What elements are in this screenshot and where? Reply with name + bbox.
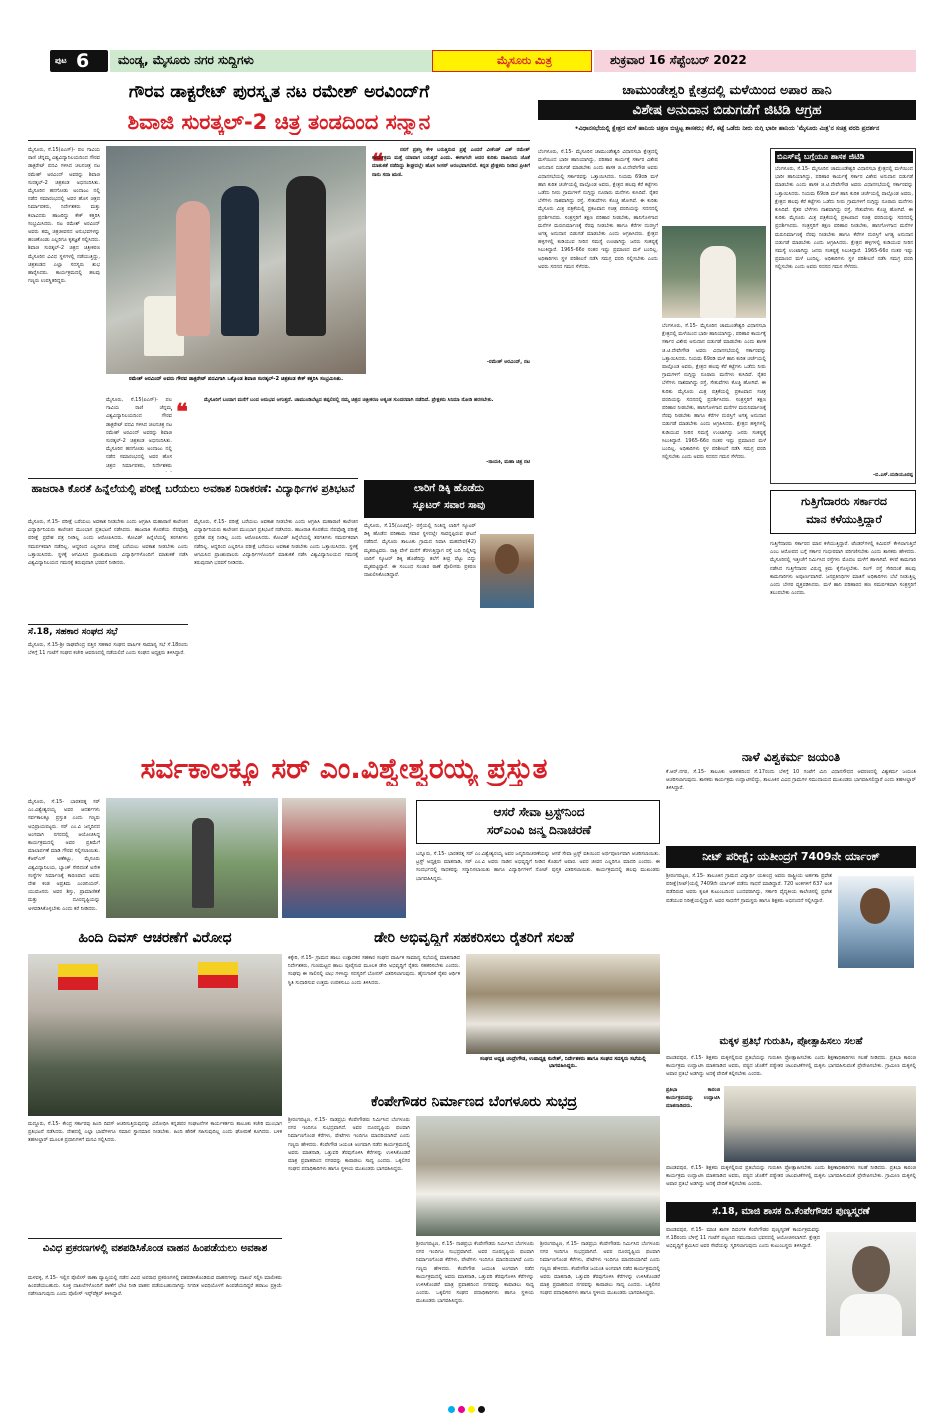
deck: •ವಿಧಾನಸಭೆಯಲ್ಲಿ ಕ್ಷೇತ್ರದ ಮಳೆ ಹಾನಿಯ ಚಿತ್ರಣ ಬಿಚ್ಚಿಟ್ಟ ಶಾಸಕರು; ಕೆರೆ, ಕಟ್ಟೆ ಒಡೆದು ನೀರು ನುಗ್ಗಿ ಭಾರೀ ಹಾನಿಯ 'ಮೈಸೂರು ಮಿತ್ರ'ನ ಸಚಿತ್ರ ವರದಿ ಪ್ರದರ್ಶನ: [574, 125, 880, 132]
black-dot: [478, 1406, 485, 1413]
headline: ಡೇರಿ ಅಭಿವೃದ್ಧಿಗೆ ಸಹಕರಿಸಲು ರೈತರಿಗೆ ಸಲಹೆ: [374, 930, 574, 946]
article-vishwakarma: [666, 748, 916, 844]
quote-author: -ರಮೇಶ್ ಅರವಿಂದ್, ನಟ: [486, 359, 530, 365]
student-photo: [838, 876, 914, 968]
side-box-author: -ಬಿ.ಎಸ್.ಯಡಿಯೂರಪ್ಪ: [872, 472, 913, 478]
dairy-photo: [466, 954, 660, 1054]
article-hindi-divas: [28, 928, 282, 1236]
article-body: ಮಳವಳ್ಳಿ, ಸೆ.15- ಇಲ್ಲಿನ ಪೊಲೀಸ್ ಠಾಣಾ ವ್ಯಾಪ್ತಿಯಲ್ಲಿ ನಡೆದ ವಿವಿಧ ಅಪರಾಧ ಪ್ರಕರಣಗಳಲ್ಲಿ ವಶಪಡಿಸಿಕೊಂಡಿರುವ ವಾಹನಗಳನ್ನು ದಾಖಲೆ ಸಲ್ಲಿಸಿ ಮಾಲೀಕರು ಹಿಂಪಡೆಯಬಹುದು. ಸೂಕ್ತ ದಾಖಲೆಗಳೊಂದಿಗೆ ಠಾಣೆಗೆ ಭೇಟಿ ನೀಡಿ ವಾಹನ ಪಡೆಯಬಹುದಾಗಿದ್ದು ನಿಗದಿತ ಅವಧಿಯೊಳಗೆ ಹಿಂಪಡೆಯದಿದ್ದರೆ ಹರಾಜು ಪ್ರಕ್ರಿಯೆ ನಡೆಸಲಾಗುವುದು ಎಂದು ಪೊಲೀಸ್ ಇನ್ಸ್‌ಪೆಕ್ಟರ್ ತಿಳಿಸಿದ್ದಾರೆ.: [28, 1275, 282, 1298]
person: [700, 246, 736, 318]
photo-caption: ಸಂಘದ ಅಧ್ಯಕ್ಷ ಚಂದ್ರೇಗೌಡ, ಉಪಾಧ್ಯಕ್ಷ ಸುರೇಶ್, ನಿರ್ದೇಶಕರು ಹಾಗೂ ಸಂಘದ ಸದಸ್ಯರು ಸಭೆಯಲ್ಲಿ ಭಾಗವಹಿಸಿದ್ದರು.: [480, 1056, 646, 1069]
article-body: ಮೈಸೂರು, ಸೆ.15(ಪಿಎಸ್)- ಪಲ ಗಾವಿಯ ರಾಣಿ ಚೆನ್ನಮ್ಮ ವಿಶ್ವವಿದ್ಯಾನಿಲಯದಿಂದ ಗೌರವ ಡಾಕ್ಟರೇಟ್ ಪದವಿ ಗಳಿಸಿದ ಚಲನಚಿತ್ರ ನಟ ರಮೇಶ್ ಅರವಿಂದ್ ಅವರನ್ನು ಶಿವಾಜಿ ಸುರತ್ಕಲ್-2 ಚಿತ್ರತಂಡ ಅಭಿನಂದಿಸಿತು. ಮೈಸೂರಿನ ಹನಗೋಡು ಅಂದಾಜು ನಲ್ಲಿ ನಡೆದ ಸಮಾರಂಭದಲ್ಲಿ ಅವರ ಹೊಸ ಚಿತ್ರದ ನಿರ್ಮಾಪಕರು, ನಿರ್ದೇಶಕರು ಮತ್ತು ಕಲಾವಿದರು ಹಾಜರಿದ್ದು ಕೇಕ್ ಕತ್ತರಿಸಿ ಸಂಭ್ರಮಿಸಿದರು. ನಟ ರಮೇಶ್ ಅರವಿಂದ್ ಅವರು ತಮ್ಮ ಚಿತ್ರಜೀವನದ ಅನುಭವಗಳನ್ನು ಹಂಚಿಕೊಂಡು ಎಲ್ಲರಿಗೂ ಕೃತಜ್ಞತೆ ಸಲ್ಲಿಸಿದರು. ಶಿವಾಜಿ ಸುರತ್ಕಲ್-2 ಚಿತ್ರದ ಚಿತ್ರೀಕರಣ ಮೈಸೂರಿನ ವಿವಿಧ ಸ್ಥಳಗಳಲ್ಲಿ ನಡೆಯುತ್ತಿದ್ದು, ಚಿತ್ರತಂಡದ ಎಲ್ಲಾ ಸದಸ್ಯರು ಶುಭ ಹಾರೈಸಿದರು. ಕಾರ್ಯಕ್ರಮದಲ್ಲಿ ಹಲವು ಗಣ್ಯರು ಉಪಸ್ಥಿತರಿದ್ದರು.: [28, 147, 100, 285]
article-aasare: [416, 800, 660, 940]
date-band: [594, 50, 916, 72]
date-line: ಶುಕ್ರವಾರ 16 ಸೆಪ್ಟೆಂಬರ್ 2022: [610, 53, 747, 67]
headline-line2: ಸ್ಕೂಟರ್ ಸವಾರ ಸಾವು: [412, 500, 486, 511]
yellow-dot: [468, 1406, 475, 1413]
headline-band: [666, 1202, 916, 1222]
shirt: [840, 1294, 902, 1336]
article-body: ಪಾಂಡವಪುರ, ಸೆ.15- ಮಾಜಿ ಶಾಸಕ ದಿವಂಗತ ಕೆಂಪೇಗೌಡರ ಪುಣ್ಯಸ್ಮರಣೆ ಕಾರ್ಯಕ್ರಮವನ್ನು ಸೆ.18ರಂದು ಬೆಳಿಗ್ಗೆ 11 ಗಂಟೆಗೆ ಪಟ್ಟಣದ ಸಮುದಾಯ ಭವನದಲ್ಲಿ ಆಯೋಜಿಸಲಾಗಿದೆ. ಕ್ಷೇತ್ರದ ಅಭಿವೃದ್ಧಿಗೆ ಶ್ರಮಿಸಿದ ಅವರ ಸೇವೆಯನ್ನು ಸ್ಮರಿಸಲಾಗುವುದು ಎಂದು ಕುಟುಂಬಸ್ಥರು ತಿಳಿಸಿದ್ದಾರೆ.: [666, 1227, 820, 1250]
paper-band: [432, 50, 592, 72]
group-photo: [282, 798, 406, 918]
article-body: ಬೆಂಗಳೂರು, ಸೆ.15- ಮೈಸೂರಿನ ಚಾಮುಂಡೇಶ್ವರಿ ವಿಧಾನಸಭಾ ಕ್ಷೇತ್ರದಲ್ಲಿ ಮಳೆಯಿಂದ ಭಾರೀ ಹಾನಿಯಾಗಿದ್ದು, ಪರಿಹಾರ ಕಾರ್ಯಕ್ಕೆ ಸರ್ಕಾರ ವಿಶೇಷ ಅನುದಾನ ಬಿಡುಗಡೆ ಮಾಡಬೇಕು ಎಂದು ಶಾಸಕ ಜಿ.ಟಿ.ದೇವೇಗೌಡ ಅವರು ವಿಧಾನಸಭೆಯಲ್ಲಿ ಸರ್ಕಾರವನ್ನು ಒತ್ತಾಯಿಸಿದರು. ನಿಯಮ 69ರಡಿ ಮಳೆ ಹಾನಿ ಕುರಿತ ಚರ್ಚೆಯಲ್ಲಿ ಪಾಲ್ಗೊಂಡ ಅವರು, ಕ್ಷೇತ್ರದ ಹಲವು ಕೆರೆ ಕಟ್ಟೆಗಳು ಒಡೆದು ನೀರು ಗ್ರಾಮಗಳಿಗೆ ನುಗ್ಗಿದ್ದು ನೂರಾರು ಮನೆಗಳು ಕುಸಿದಿವೆ. ರೈತರ ಬೆಳೆಗಳು ನಾಶವಾಗಿದ್ದು ರಸ್ತೆ, ಸೇತುವೆಗಳು ಕೊಚ್ಚಿ ಹೋಗಿವೆ. ಈ ಕುರಿತು ಮೈಸೂರು ಮಿತ್ರ ಪತ್ರಿಕೆಯಲ್ಲಿ ಪ್ರಕಟವಾದ ಸಚಿತ್ರ ವರದಿಯನ್ನು ಸದನದಲ್ಲಿ ಪ್ರದರ್ಶಿಸಿದರು. ಸಂತ್ರಸ್ತರಿಗೆ ತಕ್ಷಣ ಪರಿಹಾರ ನೀಡಬೇಕು, ಹಾನಿಗೊಳಗಾದ ಮನೆಗಳ ಮರುನಿರ್ಮಾಣಕ್ಕೆ ನೆರವು ನೀಡಬೇಕು ಹಾಗೂ ಕೆರೆಗಳ ದುರಸ್ತಿಗೆ ಅಗತ್ಯ ಅನುದಾನ ಬಿಡುಗಡೆ ಮಾಡಬೇಕು ಎಂದು ಆಗ್ರಹಿಸಿದರು. ಕ್ಷೇತ್ರದ ಹಳ್ಳಿಗಳಲ್ಲಿ ಕುಡಿಯುವ ನೀರಿನ ಸಮಸ್ಯೆ ಉಂಟಾಗಿದ್ದು ಜನರು ಸಂಕಷ್ಟಕ್ಕೆ ಸಿಲುಕಿದ್ದಾರೆ. 1965-66ರ ನಂತರ ಇಷ್ಟು ಪ್ರಮಾಣದ ಮಳೆ ಬಂದಿಲ್ಲ. ಅಧಿಕಾರಿಗಳು ಸ್ಥಳ ಪರಿಶೀಲನೆ ನಡೆಸಿ ಸಮಗ್ರ ವರದಿ ಸಲ್ಲಿಸಬೇಕು ಎಂದು ಅವರು ಸದನದ ಗಮನ ಸೆಳೆದರು.: [538, 149, 658, 270]
article-body-col3: ಶ್ರೀರಂಗಪಟ್ಟಣ, ಸೆ.15- ನಾಡಪ್ರಭು ಕೆಂಪೇಗೌಡರು ನಿರ್ಮಿಸಿದ ಬೆಂಗಳೂರು ನಗರ ಇಂದಿಗೂ ಸುಭದ್ರವಾಗಿದೆ. ಅವರ ದೂರದೃಷ್ಟಿಯ ಫಲವಾಗಿ ನಿರ್ಮಾಣಗೊಂಡ ಕೆರೆಗಳು, ಪೇಟೆಗಳು ಇಂದಿಗೂ ಮಾದರಿಯಾಗಿವೆ ಎಂದು ಗಣ್ಯರು ಹೇಳಿದರು. ಕೆಂಪೇಗೌಡ ಜಯಂತಿ ಅಂಗವಾಗಿ ನಡೆದ ಕಾರ್ಯಕ್ರಮದಲ್ಲಿ ಅವರು ಮಾತನಾಡಿ, ಒತ್ತುವರಿ ತೆರವುಗೊಳಿಸಿ ಕೆರೆಗಳನ್ನು ಉಳಿಸಿಕೊಂಡರೆ ಮಾತ್ರ ಪ್ರವಾಹದಿಂದ ನಗರವನ್ನು ಕಾಪಾಡಲು ಸಾಧ್ಯ ಎಂದರು. ಒಕ್ಕಲಿಗರ ಸಂಘದ ಪದಾಧಿಕಾರಿಗಳು ಹಾಗೂ ಸ್ಥಳೀಯ ಮುಖಂಡರು ಭಾಗವಹಿಸಿದ್ದರು.: [540, 1241, 660, 1297]
notice-body: ಮೈಸೂರು, ಸೆ.15-ಶ್ರೀ ರಾಘವೇಂದ್ರ ಪತ್ತಿನ ಸಹಕಾರ ಸಂಘದ ವಾರ್ಷಿಕ ಸಾಮಾನ್ಯ ಸಭೆ ಸೆ.18ರಂದು ಬೆಳಿಗ್ಗೆ 11 ಗಂಟೆಗೆ ಸಂಘದ ಕಚೇರಿ ಆವರಣದಲ್ಲಿ ನಡೆಯಲಿದೆ ಎಂದು ಸಂಘದ ಅಧ್ಯಕ್ಷರು ತಿಳಿಸಿದ್ದಾರೆ.: [28, 642, 188, 657]
article-body: ಶ್ರೀರಂಗಪಟ್ಟಣ, ಸೆ.15- ನಾಡಪ್ರಭು ಕೆಂಪೇಗೌಡರು ನಿರ್ಮಿಸಿದ ಬೆಂಗಳೂರು ನಗರ ಇಂದಿಗೂ ಸುಭದ್ರವಾಗಿದೆ. ಅವರ ದೂರದೃಷ್ಟಿಯ ಫಲವಾಗಿ ನಿರ್ಮಾಣಗೊಂಡ ಕೆರೆಗಳು, ಪೇಟೆಗಳು ಇಂದಿಗೂ ಮಾದರಿಯಾಗಿವೆ ಎಂದು ಗಣ್ಯರು ಹೇಳಿದರು. ಕೆಂಪೇಗೌಡ ಜಯಂತಿ ಅಂಗವಾಗಿ ನಡೆದ ಕಾರ್ಯಕ್ರಮದಲ್ಲಿ ಅವರು ಮಾತನಾಡಿ, ಒತ್ತುವರಿ ತೆರವುಗೊಳಿಸಿ ಕೆರೆಗಳನ್ನು ಉಳಿಸಿಕೊಂಡರೆ ಮಾತ್ರ ಪ್ರವಾಹದಿಂದ ನಗರವನ್ನು ಕಾಪಾಡಲು ಸಾಧ್ಯ ಎಂದರು. ಒಕ್ಕಲಿಗರ ಸಂಘದ ಪದಾಧಿಕಾರಿಗಳು ಹಾಗೂ ಸ್ಥಳೀಯ ಮುಖಂಡರು ಭಾಗವಹಿಸಿದ್ದರು.: [288, 1117, 410, 1173]
article-body: ಮೈಸೂರು, ಸೆ.15- ಭಾರತರತ್ನ ಸರ್ ಎಂ.ವಿಶ್ವೇಶ್ವರಯ್ಯ ಅವರ ಆದರ್ಶಗಳು ಸರ್ವಕಾಲಕ್ಕೂ ಪ್ರಸ್ತುತ ಎಂದು ಗಣ್ಯರು ಅಭಿಪ್ರಾಯಪಟ್ಟರು. ಸರ್ ಎಂ.ವಿ ಜನ್ಮದಿನದ ಅಂಗವಾಗಿ ನಗರದಲ್ಲಿ ಆಯೋಜಿಸಿದ್ದ ಕಾರ್ಯಕ್ರಮದಲ್ಲಿ ಅವರ ಪ್ರತಿಮೆಗೆ ಮಾಲಾರ್ಪಣೆ ಮಾಡಿ ಗೌರವ ಸಲ್ಲಿಸಲಾಯಿತು. ಕೆಆರ್‌ಎಸ್ ಅಣೆಕಟ್ಟು, ಮೈಸೂರು ವಿಶ್ವವಿದ್ಯಾನಿಲಯ, ಬ್ಯಾಂಕ್ ಸೇರಿದಂತೆ ಅನೇಕ ಸಂಸ್ಥೆಗಳ ನಿರ್ಮಾಣಕ್ಕೆ ಕಾರಣರಾದ ಅವರು ದೇಶ ಕಂಡ ಅಪ್ರತಿಮ ಎಂಜಿನಿಯರ್. ಯುವಜನರು ಅವರ ಶಿಸ್ತು, ಪ್ರಾಮಾಣಿಕತೆ ಮತ್ತು ದೂರದೃಷ್ಟಿಯನ್ನು ಅಳವಡಿಸಿಕೊಳ್ಳಬೇಕು ಎಂದು ಕರೆ ನೀಡಿದರು.: [28, 799, 100, 912]
article-ramesh: [28, 80, 530, 475]
masthead: [0, 46, 945, 74]
article-body-col2: ಮೈಸೂರು, ಸೆ.15- ಪರೀಕ್ಷೆ ಬರೆಯಲು ಅವಕಾಶ ನೀಡಬೇಕು ಎಂದು ಆಗ್ರಹಿಸಿ ಮಹಾರಾಣಿ ಕಾಲೇಜಿನ ವಿದ್ಯಾರ್ಥಿನಿಯರು ಕಾಲೇಜಿನ ಮುಂಭಾಗ ಪ್ರತಿಭಟನೆ ನಡೆಸಿದರು. ಹಾಜರಾತಿ ಕೊರತೆಯ ನೆಪವೊಡ್ಡಿ ಪರೀಕ್ಷೆ ಪ್ರವೇಶ ಪತ್ರ ನೀಡಿಲ್ಲ ಎಂದು ಆರೋಪಿಸಿದರು. ಕೋವಿಡ್ ಹಿನ್ನೆಲೆಯಲ್ಲಿ ತರಗತಿಗಳು ಸಮರ್ಪಕವಾಗಿ ನಡೆದಿಲ್ಲ. ಆದ್ದರಿಂದ ಎಲ್ಲರಿಗೂ ಪರೀಕ್ಷೆ ಬರೆಯಲು ಅವಕಾಶ ನೀಡಬೇಕು ಎಂದು ಒತ್ತಾಯಿಸಿದರು. ಸ್ಥಳಕ್ಕೆ ಆಗಮಿಸಿದ ಪ್ರಾಂಶುಪಾಲರು ವಿದ್ಯಾರ್ಥಿಗಳೊಂದಿಗೆ ಮಾತುಕತೆ ನಡೆಸಿ ವಿಶ್ವವಿದ್ಯಾನಿಲಯದ ಗಮನಕ್ಕೆ ತರುವುದಾಗಿ ಭರವಸೆ ನೀಡಿದರು.: [194, 519, 358, 567]
article-body-continued: ಪಾಂಡವಪುರ, ಸೆ.15- ಶಿಕ್ಷಕರು ಮಕ್ಕಳಲ್ಲಿರುವ ಪ್ರತಿಭೆಯನ್ನು ಗುರುತಿಸಿ ಪ್ರೋತ್ಸಾಹಿಸಬೇಕು ಎಂದು ಶಿಕ್ಷಣಾಧಿಕಾರಿಗಳು ಸಲಹೆ ನೀಡಿದರು. ಪ್ರತಿಭಾ ಕಾರಂಜಿ ಕಾರ್ಯಕ್ರಮ ಉದ್ಘಾಟಿಸಿ ಮಾತನಾಡಿದ ಅವರು, ಪಠ್ಯದ ಜೊತೆಗೆ ಪಠ್ಯೇತರ ಚಟುವಟಿಕೆಗಳಲ್ಲಿ ಮಕ್ಕಳು ಭಾಗವಹಿಸುವಂತೆ ಪ್ರೇರೇಪಿಸಬೇಕು. ಗ್ರಾಮೀಣ ಮಕ್ಕಳಲ್ಲಿ ಅಪಾರ ಪ್ರತಿಭೆ ಅಡಗಿದ್ದು ಅದಕ್ಕೆ ವೇದಿಕೆ ಕಲ್ಪಿಸಬೇಕು ಎಂದರು.: [666, 1165, 916, 1188]
side-box-title: ಬಿಎಸ್‌ವೈ ಬಗ್ಗೆಯೂ ಶಾಸಕ ಜಿಟಿಡಿ: [775, 151, 913, 163]
page-number: 6: [76, 50, 90, 72]
statue-photo: [106, 798, 278, 918]
headline-box: [770, 490, 916, 534]
statue: [192, 818, 214, 908]
quote-text: ನನಗೆ ಪ್ರಶಸ್ತಿ ಕೇಳಿ ಬರುತ್ತಿರುವ ಪ್ರಶ್ನೆ ಎಂದರೆ ವೀಕೆಂಡ್ ವಿತ್ ರಮೇಶ್ ಕಾರ್ಯಕ್ರಮ ಮತ್ತೆ ಯಾವಾಗ ಬರುತ್ತದೆ ಎಂದು. ಈಗಾಗಲೇ ಅದರ ಕುರಿತು ವಾಹಿನಿಯ ಜೊತೆ ಮಾತುಕತೆ ನಡೆದಿದ್ದು ಶೀಘ್ರದಲ್ಲೇ ಹೊಸ ಸೀಸನ್ ಆರಂಭವಾಗಲಿದೆ. ಕನ್ನಡ ಪ್ರೇಕ್ಷಕರು ನೀಡಿದ ಪ್ರೀತಿಗೆ ನಾನು ಸದಾ ಋಣಿ.: [372, 147, 530, 178]
article-body-continued: ಮೈಸೂರು, ಸೆ.15(ಪಿಎಸ್)- ಪಲ ಗಾವಿಯ ರಾಣಿ ಚೆನ್ನಮ್ಮ ವಿಶ್ವವಿದ್ಯಾನಿಲಯದಿಂದ ಗೌರವ ಡಾಕ್ಟರೇಟ್ ಪದವಿ ಗಳಿಸಿದ ಚಲನಚಿತ್ರ ನಟ ರಮೇಶ್ ಅರವಿಂದ್ ಅವರನ್ನು ಶಿವಾಜಿ ಸುರತ್ಕಲ್-2 ಚಿತ್ರತಂಡ ಅಭಿನಂದಿಸಿತು. ಮೈಸೂರಿನ ಹನಗೋಡು ಅಂದಾಜು ನಲ್ಲಿ ನಡೆದ ಸಮಾರಂಭದಲ್ಲಿ ಅವರ ಹೊಸ ಚಿತ್ರದ ನಿರ್ಮಾಪಕರು, ನಿರ್ದೇಶಕರು: [106, 397, 172, 469]
headline-line1: ಚಾಮುಂಡೇಶ್ವರಿ ಕ್ಷೇತ್ರದಲ್ಲಿ ಮಳೆಯಿಂದ ಅಪಾರ ಹಾನಿ: [622, 82, 832, 97]
article-body: ಮೈಸೂರು, ಸೆ.15(ಎಂಟಿವೈ)- ರಸ್ತೆಯಲ್ಲಿ ನಿಂತಿದ್ದ ಲಾರಿಗೆ ಸ್ಕೂಟರ್ ಡಿಕ್ಕಿ ಹೊಡೆದ ಪರಿಣಾಮ ಸವಾರ ಸ್ಥಳದಲ್ಲೇ ಸಾವನ್ನಪ್ಪಿರುವ ಘಟನೆ ನಡೆದಿದೆ. ಮೈಸೂರು ತಾಲೂಕು ಗ್ರಾಮದ ನಿವಾಸಿ ಮಹದೇವ(42) ಮೃತಪಟ್ಟವರು. ರಾತ್ರಿ ವೇಳೆ ಮನೆಗೆ ತೆರಳುತ್ತಿದ್ದಾಗ ರಸ್ತೆ ಬದಿ ನಿಲ್ಲಿಸಿದ್ದ ಲಾರಿಗೆ ಸ್ಕೂಟರ್ ಡಿಕ್ಕಿ ಹೊಡೆದಿದ್ದು ತಲೆಗೆ ತೀವ್ರ ಪೆಟ್ಟು ಬಿದ್ದು ಮೃತಪಟ್ಟಿದ್ದಾರೆ. ಈ ಸಂಬಂಧ ಸಂಚಾರ ಠಾಣೆ ಪೊಲೀಸರು ಪ್ರಕರಣ ದಾಖಲಿಸಿಕೊಂಡಿದ್ದಾರೆ.: [364, 523, 476, 579]
article-body: ಗುತ್ತಿಗೆದಾರರು ಸರ್ಕಾರದ ಮಾನ ಕಳೆಯುತ್ತಿದ್ದಾರೆ. ಟೆಂಡರ್‌ಗಳಲ್ಲಿ ಕಮಿಷನ್ ಕೇಳಲಾಗುತ್ತಿದೆ ಎಂಬ ಆರೋಪದ ಬಗ್ಗೆ ಸರ್ಕಾರ ಗಂಭೀರವಾಗಿ ಪರಿಗಣಿಸಬೇಕು ಎಂದು ಶಾಸಕರು ಹೇಳಿದರು. ಮೈಸೂರಿನಲ್ಲಿ ಇತ್ತೀಚೆಗೆ ನಿರ್ಮಿಸಿದ ರಸ್ತೆಗಳು ಮೊದಲ ಮಳೆಗೆ ಹಾಳಾಗಿವೆ. ಕಳಪೆ ಕಾಮಗಾರಿ ನಡೆಸಿದ ಗುತ್ತಿಗೆದಾರರ ವಿರುದ್ಧ ಕ್ರಮ ಕೈಗೊಳ್ಳಬೇಕು. ರಿಂಗ್ ರಸ್ತೆ ಸೇರಿದಂತೆ ಹಲವು ಕಾಮಗಾರಿಗಳು ಅಪೂರ್ಣವಾಗಿವೆ. ಜನಪ್ರತಿನಿಧಿಗಳ ಮಾತಿಗೆ ಅಧಿಕಾರಿಗಳು ಬೆಲೆ ನೀಡುತ್ತಿಲ್ಲ ಎಂದು ಬೇಸರ ವ್ಯಕ್ತಪಡಿಸಿದರು. ಮಳೆ ಹಾನಿ ಪರಿಹಾರದ ಹಣ ಸಮರ್ಪಕವಾಗಿ ಸಂತ್ರಸ್ತರಿಗೆ ತಲುಪಬೇಕು ಎಂದರು.: [770, 541, 916, 597]
magenta-dot: [458, 1406, 465, 1413]
article-contractors: [770, 490, 916, 745]
headline-band: [364, 480, 534, 518]
headline-line1: ಆಸರೆ ಸೇವಾ ಟ್ರಸ್ಟ್‌ನಿಂದ: [493, 805, 585, 819]
article-body: ಕಿಕ್ಕೇರಿ, ಸೆ.15- ಗ್ರಾಮದ ಹಾಲು ಉತ್ಪಾದಕರ ಸಹಕಾರ ಸಂಘದ ವಾರ್ಷಿಕ ಸಾಮಾನ್ಯ ಸಭೆಯಲ್ಲಿ ಮಾತನಾಡಿದ ನಿರ್ದೇಶಕರು, ಗುಣಮಟ್ಟದ ಹಾಲು ಪೂರೈಸುವ ಮೂಲಕ ಡೇರಿ ಅಭಿವೃದ್ಧಿಗೆ ರೈತರು ಸಹಕರಿಸಬೇಕು ಎಂದರು. ಸಂಘವು ಈ ಸಾಲಿನಲ್ಲಿ ಲಾಭ ಗಳಿಸಿದ್ದು ಸದಸ್ಯರಿಗೆ ಬೋನಸ್ ವಿತರಿಸಲಾಗುವುದು. ಹೈನುಗಾರಿಕೆ ರೈತರ ಆರ್ಥಿಕ ಸ್ಥಿತಿ ಸುಧಾರಿಸುವ ಉತ್ತಮ ಉಪಕಸುಬು ಎಂದು ತಿಳಿಸಿದರು.: [288, 955, 460, 986]
kempegowda-photo: [416, 1116, 660, 1236]
page-badge: [50, 50, 108, 72]
talent-photo: [724, 1086, 916, 1162]
face: [860, 888, 890, 924]
headline: ವಿವಿಧ ಪ್ರಕರಣಗಳಲ್ಲಿ ವಶಪಡಿಸಿಕೊಂಡ ವಾಹನ ಹಿಂಪಡೆಯಲು ಅವಕಾಶ: [42, 1243, 268, 1254]
headline-line1: ಗುತ್ತಿಗೆದಾರರು ಸರ್ಕಾರದ: [801, 495, 887, 508]
article-body: ಪಾಂಡವಪುರ, ಸೆ.15- ಶಿಕ್ಷಕರು ಮಕ್ಕಳಲ್ಲಿರುವ ಪ್ರತಿಭೆಯನ್ನು ಗುರುತಿಸಿ ಪ್ರೋತ್ಸಾಹಿಸಬೇಕು ಎಂದು ಶಿಕ್ಷಣಾಧಿಕಾರಿಗಳು ಸಲಹೆ ನೀಡಿದರು. ಪ್ರತಿಭಾ ಕಾರಂಜಿ ಕಾರ್ಯಕ್ರಮ ಉದ್ಘಾಟಿಸಿ ಮಾತನಾಡಿದ ಅವರು, ಪಠ್ಯದ ಜೊತೆಗೆ ಪಠ್ಯೇತರ ಚಟುವಟಿಕೆಗಳಲ್ಲಿ ಮಕ್ಕಳು ಭಾಗವಹಿಸುವಂತೆ ಪ್ರೇರೇಪಿಸಬೇಕು. ಗ್ರಾಮೀಣ ಮಕ್ಕಳಲ್ಲಿ ಅಪಾರ ಪ್ರತಿಭೆ ಅಡಗಿದ್ದು ಅದಕ್ಕೆ ವೇದಿಕೆ ಕಲ್ಪಿಸಬೇಕು ಎಂದರು.: [666, 1055, 916, 1078]
article-body: ಕೆ.ಆರ್.ನಗರ, ಸೆ.15- ತಾಲೂಕು ಆಡಳಿತದಿಂದ ಸೆ.17ರಂದು ಬೆಳಿಗ್ಗೆ 10 ಗಂಟೆಗೆ ಮಿನಿ ವಿಧಾನಸೌಧದ ಆವರಣದಲ್ಲಿ ವಿಶ್ವಕರ್ಮ ಜಯಂತಿ ಆಚರಿಸಲಾಗುವುದು. ಶಾಸಕರು ಕಾರ್ಯಕ್ರಮ ಉದ್ಘಾಟಿಸಲಿದ್ದು, ತಾಲೂಕಿನ ವಿವಿಧ ಗ್ರಾಮಗಳ ಸಮುದಾಯದ ಮುಖಂಡರು ಭಾಗವಹಿಸಲಿದ್ದಾರೆ ಎಂದು ತಹಸೀಲ್ದಾರ್ ತಿಳಿಸಿದ್ದಾರೆ.: [666, 769, 916, 792]
headline-band: [538, 100, 916, 120]
flag: [58, 964, 98, 990]
quote-author: -ನಾಯಕಿ, ಮಹಾ ಚಿತ್ರ ನಟಿ: [486, 459, 530, 465]
quote-icon: ❝: [372, 149, 384, 175]
face: [495, 544, 519, 574]
headline-line2: ವಿಶೇಷ ಅನುದಾನ ಬಿಡುಗಡೆಗೆ ಜಿಟಿಡಿ ಆಗ್ರಹ: [632, 102, 822, 118]
protest-photo: [28, 954, 282, 1116]
paper-name: ಮೈಸೂರು ಮಿತ್ರ: [497, 54, 552, 67]
face: [852, 1246, 890, 1292]
portrait-photo: [826, 1232, 916, 1336]
person: [286, 176, 326, 336]
quote-box-2: [176, 396, 530, 472]
divider: [28, 140, 530, 141]
headline-line1: ಗೌರವ ಡಾಕ್ಟರೇಟ್ ಪುರಸ್ಕೃತ ನಟ ರಮೇಶ್ ಅರವಿಂದ್‌ಗೆ: [128, 82, 430, 102]
article-dairy: [288, 928, 660, 1088]
photo-caption: ಪ್ರತಿಭಾ ಕಾರಂಜಿ ಕಾರ್ಯಕ್ರಮವನ್ನು ಉದ್ಘಾಟಿಸಿ ಮಾತನಾಡಿದರು.: [666, 1087, 720, 1110]
cyan-dot: [448, 1406, 455, 1413]
headline: ಹಾಜರಾತಿ ಕೊರತೆ ಹಿನ್ನೆಲೆಯಲ್ಲಿ ಪರೀಕ್ಷೆ ಬರೆಯಲು ಅವಕಾಶ ನಿರಾಕರಣೆ: ವಿದ್ಯಾರ್ಥಿಗಳ ಪ್ರತಿಭಟನೆ: [31, 483, 355, 495]
article-body: ಶ್ರೀರಂಗಪಟ್ಟಣ, ಸೆ.15- ತಾಲೂಕಿನ ಗ್ರಾಮದ ವಿದ್ಯಾರ್ಥಿ ಯತೀಂದ್ರ ಅವರು ರಾಷ್ಟ್ರೀಯ ಅರ್ಹತಾ ಪ್ರವೇಶ ಪರೀಕ್ಷೆ(ನೀಟ್)ಯಲ್ಲಿ 7409ನೇ ರ್ಯಾಂಕ್ ಪಡೆದು ಸಾಧನೆ ಮಾಡಿದ್ದಾರೆ. 720 ಅಂಕಗಳಿಗೆ 637 ಅಂಕ ಪಡೆದಿರುವ ಅವರು ಕೃಷಿಕ ಕುಟುಂಬದಿಂದ ಬಂದವರಾಗಿದ್ದು, ಸರ್ಕಾರಿ ವೈದ್ಯಕೀಯ ಕಾಲೇಜಿನಲ್ಲಿ ಪ್ರವೇಶ ಪಡೆಯುವ ನಿರೀಕ್ಷೆಯಲ್ಲಿದ್ದಾರೆ. ಅವರ ಸಾಧನೆಗೆ ಗ್ರಾಮಸ್ಥರು ಹಾಗೂ ಶಿಕ್ಷಕರು ಅಭಿನಂದನೆ ಸಲ್ಲಿಸಿದ್ದಾರೆ.: [666, 873, 832, 904]
headline: ಕೆಂಪೇಗೌಡರ ನಿರ್ಮಾಣದ ಬೆಂಗಳೂರು ಸುಭದ್ರ: [370, 1094, 577, 1110]
headline: ಸೆ.18, ಮಾಜಿ ಶಾಸಕ ದಿ.ಕೆಂಪೇಗೌಡರ ಪುಣ್ಯಸ್ಮರಣೆ: [712, 1206, 870, 1217]
article-vehicles: [28, 1238, 282, 1398]
page-label: ಪುಟ: [55, 56, 67, 65]
article-body-col2: ಬೆಂಗಳೂರು, ಸೆ.15- ಮೈಸೂರಿನ ಚಾಮುಂಡೇಶ್ವರಿ ವಿಧಾನಸಭಾ ಕ್ಷೇತ್ರದಲ್ಲಿ ಮಳೆಯಿಂದ ಭಾರೀ ಹಾನಿಯಾಗಿದ್ದು, ಪರಿಹಾರ ಕಾರ್ಯಕ್ಕೆ ಸರ್ಕಾರ ವಿಶೇಷ ಅನುದಾನ ಬಿಡುಗಡೆ ಮಾಡಬೇಕು ಎಂದು ಶಾಸಕ ಜಿ.ಟಿ.ದೇವೇಗೌಡ ಅವರು ವಿಧಾನಸಭೆಯಲ್ಲಿ ಸರ್ಕಾರವನ್ನು ಒತ್ತಾಯಿಸಿದರು. ನಿಯಮ 69ರಡಿ ಮಳೆ ಹಾನಿ ಕುರಿತ ಚರ್ಚೆಯಲ್ಲಿ ಪಾಲ್ಗೊಂಡ ಅವರು, ಕ್ಷೇತ್ರದ ಹಲವು ಕೆರೆ ಕಟ್ಟೆಗಳು ಒಡೆದು ನೀರು ಗ್ರಾಮಗಳಿಗೆ ನುಗ್ಗಿದ್ದು ನೂರಾರು ಮನೆಗಳು ಕುಸಿದಿವೆ. ರೈತರ ಬೆಳೆಗಳು ನಾಶವಾಗಿದ್ದು ರಸ್ತೆ, ಸೇತುವೆಗಳು ಕೊಚ್ಚಿ ಹೋಗಿವೆ. ಈ ಕುರಿತು ಮೈಸೂರು ಮಿತ್ರ ಪತ್ರಿಕೆಯಲ್ಲಿ ಪ್ರಕಟವಾದ ಸಚಿತ್ರ ವರದಿಯನ್ನು ಸದನದಲ್ಲಿ ಪ್ರದರ್ಶಿಸಿದರು. ಸಂತ್ರಸ್ತರಿಗೆ ತಕ್ಷಣ ಪರಿಹಾರ ನೀಡಬೇಕು, ಹಾನಿಗೊಳಗಾದ ಮನೆಗಳ ಮರುನಿರ್ಮಾಣಕ್ಕೆ ನೆರವು ನೀಡಬೇಕು ಹಾಗೂ ಕೆರೆಗಳ ದುರಸ್ತಿಗೆ ಅಗತ್ಯ ಅನುದಾನ ಬಿಡುಗಡೆ ಮಾಡಬೇಕು ಎಂದು ಆಗ್ರಹಿಸಿದರು. ಕ್ಷೇತ್ರದ ಹಳ್ಳಿಗಳಲ್ಲಿ ಕುಡಿಯುವ ನೀರಿನ ಸಮಸ್ಯೆ ಉಂಟಾಗಿದ್ದು ಜನರು ಸಂಕಷ್ಟಕ್ಕೆ ಸಿಲುಕಿದ್ದಾರೆ. 1965-66ರ ನಂತರ ಇಷ್ಟು ಪ್ರಮಾಣದ ಮಳೆ ಬಂದಿಲ್ಲ. ಅಧಿಕಾರಿಗಳು ಸ್ಥಳ ಪರಿಶೀಲನೆ ನಡೆಸಿ ಸಮಗ್ರ ವರದಿ ಸಲ್ಲಿಸಬೇಕು ಎಂದು ಅವರು ಸದನದ ಗಮನ ಸೆಳೆದರು.: [662, 323, 766, 461]
article-accident: [364, 478, 534, 733]
divider: [28, 1238, 282, 1239]
quote-icon: ❝: [176, 399, 188, 425]
headline-line2: ಶಿವಾಜಿ ಸುರತ್ಕಲ್-2 ಚಿತ್ರ ತಂಡದಿಂದ ಸನ್ಮಾನ: [127, 110, 431, 134]
headline: ನಾಳೆ ವಿಶ್ವಕರ್ಮ ಜಯಂತಿ: [741, 750, 841, 764]
headline: ಹಿಂದಿ ದಿವಸ್ ಆಚರಣೆಗೆ ವಿರೋಧ: [78, 930, 232, 946]
headline-box: [416, 800, 660, 844]
notice-title: ಸೆ.18, ಸಹಕಾರ ಸಂಘದ ಸಭೆ: [28, 627, 118, 637]
notice-box: [28, 624, 188, 730]
gtd-photo: [662, 226, 766, 318]
article-body: ಬನ್ನೂರು, ಸೆ.15- ಭಾರತರತ್ನ ಸರ್ ಎಂ.ವಿಶ್ವೇಶ್ವರಯ್ಯ ಅವರ ಜನ್ಮದಿನಾಚರಣೆಯನ್ನು ಆಸರೆ ಸೇವಾ ಟ್ರಸ್ಟ್ ವತಿಯಿಂದ ಅರ್ಥಪೂರ್ಣವಾಗಿ ಆಚರಿಸಲಾಯಿತು. ಟ್ರಸ್ಟ್ ಅಧ್ಯಕ್ಷರು ಮಾತನಾಡಿ, ಸರ್ ಎಂ.ವಿ ಅವರು ನಾಡಿನ ಅಭಿವೃದ್ಧಿಗೆ ನೀಡಿದ ಕೊಡುಗೆ ಅಪಾರ. ಅವರ ಜೀವನ ಎಲ್ಲರಿಗೂ ಮಾದರಿ ಎಂದರು. ಈ ಸಂದರ್ಭದಲ್ಲಿ ಸಾಧಕರನ್ನು ಸನ್ಮಾನಿಸಲಾಯಿತು ಹಾಗೂ ವಿದ್ಯಾರ್ಥಿಗಳಿಗೆ ನೋಟ್ ಪುಸ್ತಕ ವಿತರಿಸಲಾಯಿತು. ಕಾರ್ಯಕ್ರಮದಲ್ಲಿ ಹಲವು ಮುಖಂಡರು ಭಾಗವಹಿಸಿದ್ದರು.: [416, 851, 660, 882]
ramesh-photo: [106, 146, 366, 374]
section-title: ಮಂಡ್ಯ, ಮೈಸೂರು ನಗರ ಸುದ್ದಿಗಳು: [118, 53, 254, 67]
article-kempegowda: [288, 1092, 660, 1398]
victim-photo: [480, 534, 534, 608]
headline-line1: ಲಾರಿಗೆ ಡಿಕ್ಕಿ ಹೊಡೆದು: [413, 483, 485, 494]
person: [176, 201, 210, 336]
section-band: [110, 50, 432, 72]
article-body: ಮದ್ದೂರು, ಸೆ.15- ಕೇಂದ್ರ ಸರ್ಕಾರವು ಹಿಂದಿ ದಿವಸ್ ಆಚರಿಸುತ್ತಿರುವುದನ್ನು ವಿರೋಧಿಸಿ ಕನ್ನಡಪರ ಸಂಘಟನೆಗಳ ಕಾರ್ಯಕರ್ತರು ತಾಲೂಕು ಕಚೇರಿ ಮುಂಭಾಗ ಪ್ರತಿಭಟನೆ ನಡೆಸಿದರು. ದೇಶದಲ್ಲಿ ಎಲ್ಲಾ ಭಾಷೆಗಳಿಗೂ ಸಮಾನ ಸ್ಥಾನಮಾನ ನೀಡಬೇಕು. ಹಿಂದಿ ಹೇರಿಕೆ ಸಹಿಸುವುದಿಲ್ಲ ಎಂದು ಘೋಷಣೆ ಕೂಗಿದರು. ಬಳಿಕ ತಹಸೀಲ್ದಾರ್ ಮೂಲಕ ಪ್ರಧಾನಿಗಳಿಗೆ ಮನವಿ ಸಲ್ಲಿಸಿದರು.: [28, 1121, 282, 1144]
article-body-col2: ಶ್ರೀರಂಗಪಟ್ಟಣ, ಸೆ.15- ನಾಡಪ್ರಭು ಕೆಂಪೇಗೌಡರು ನಿರ್ಮಿಸಿದ ಬೆಂಗಳೂರು ನಗರ ಇಂದಿಗೂ ಸುಭದ್ರವಾಗಿದೆ. ಅವರ ದೂರದೃಷ್ಟಿಯ ಫಲವಾಗಿ ನಿರ್ಮಾಣಗೊಂಡ ಕೆರೆಗಳು, ಪೇಟೆಗಳು ಇಂದಿಗೂ ಮಾದರಿಯಾಗಿವೆ ಎಂದು ಗಣ್ಯರು ಹೇಳಿದರು. ಕೆಂಪೇಗೌಡ ಜಯಂತಿ ಅಂಗವಾಗಿ ನಡೆದ ಕಾರ್ಯಕ್ರಮದಲ್ಲಿ ಅವರು ಮಾತನಾಡಿ, ಒತ್ತುವರಿ ತೆರವುಗೊಳಿಸಿ ಕೆರೆಗಳನ್ನು ಉಳಿಸಿಕೊಂಡರೆ ಮಾತ್ರ ಪ್ರವಾಹದಿಂದ ನಗರವನ್ನು ಕಾಪಾಡಲು ಸಾಧ್ಯ ಎಂದರು. ಒಕ್ಕಲಿಗರ ಸಂಘದ ಪದಾಧಿಕಾರಿಗಳು ಹಾಗೂ ಸ್ಥಳೀಯ ಮುಖಂಡರು ಭಾಗವಹಿಸಿದ್ದರು.: [416, 1241, 534, 1305]
headline-band: [666, 846, 916, 868]
headline-line2: ಮಾನ ಕಳೆಯುತ್ತಿದ್ದಾರೆ: [806, 513, 882, 526]
article-remembrance: [666, 1202, 916, 1398]
headline: ಸರ್ವಕಾಲಕ್ಕೂ ಸರ್ ಎಂ.ವಿಶ್ವೇಶ್ವರಯ್ಯ ಪ್ರಸ್ತುತ: [140, 752, 548, 785]
article-exam-protest: [28, 478, 358, 733]
headline: ಮಕ್ಕಳ ಪ್ರತಿಭೆ ಗುರುತಿಸಿ, ಪ್ರೋತ್ಸಾಹಿಸಲು ಸಲಹೆ: [719, 1036, 863, 1047]
person: [221, 186, 259, 336]
headline-band: [28, 748, 660, 792]
article-talent: [666, 1034, 916, 1200]
article-neet: [666, 846, 916, 1030]
flag: [198, 962, 238, 988]
headline: ನೀಟ್ ಪರೀಕ್ಷೆ; ಯತೀಂದ್ರಗೆ 7409ನೇ ರ್ಯಾಂಕ್: [702, 850, 880, 863]
quote-box: [372, 146, 530, 374]
side-box: [770, 148, 916, 484]
side-box-body: ಬೆಂಗಳೂರು, ಸೆ.15- ಮೈಸೂರಿನ ಚಾಮುಂಡೇಶ್ವರಿ ವಿಧಾನಸಭಾ ಕ್ಷೇತ್ರದಲ್ಲಿ ಮಳೆಯಿಂದ ಭಾರೀ ಹಾನಿಯಾಗಿದ್ದು, ಪರಿಹಾರ ಕಾರ್ಯಕ್ಕೆ ಸರ್ಕಾರ ವಿಶೇಷ ಅನುದಾನ ಬಿಡುಗಡೆ ಮಾಡಬೇಕು ಎಂದು ಶಾಸಕ ಜಿ.ಟಿ.ದೇವೇಗೌಡ ಅವರು ವಿಧಾನಸಭೆಯಲ್ಲಿ ಸರ್ಕಾರವನ್ನು ಒತ್ತಾಯಿಸಿದರು. ನಿಯಮ 69ರಡಿ ಮಳೆ ಹಾನಿ ಕುರಿತ ಚರ್ಚೆಯಲ್ಲಿ ಪಾಲ್ಗೊಂಡ ಅವರು, ಕ್ಷೇತ್ರದ ಹಲವು ಕೆರೆ ಕಟ್ಟೆಗಳು ಒಡೆದು ನೀರು ಗ್ರಾಮಗಳಿಗೆ ನುಗ್ಗಿದ್ದು ನೂರಾರು ಮನೆಗಳು ಕುಸಿದಿವೆ. ರೈತರ ಬೆಳೆಗಳು ನಾಶವಾಗಿದ್ದು ರಸ್ತೆ, ಸೇತುವೆಗಳು ಕೊಚ್ಚಿ ಹೋಗಿವೆ. ಈ ಕುರಿತು ಮೈಸೂರು ಮಿತ್ರ ಪತ್ರಿಕೆಯಲ್ಲಿ ಪ್ರಕಟವಾದ ಸಚಿತ್ರ ವರದಿಯನ್ನು ಸದನದಲ್ಲಿ ಪ್ರದರ್ಶಿಸಿದರು. ಸಂತ್ರಸ್ತರಿಗೆ ತಕ್ಷಣ ಪರಿಹಾರ ನೀಡಬೇಕು, ಹಾನಿಗೊಳಗಾದ ಮನೆಗಳ ಮರುನಿರ್ಮಾಣಕ್ಕೆ ನೆರವು ನೀಡಬೇಕು ಹಾಗೂ ಕೆರೆಗಳ ದುರಸ್ತಿಗೆ ಅಗತ್ಯ ಅನುದಾನ ಬಿಡುಗಡೆ ಮಾಡಬೇಕು ಎಂದು ಆಗ್ರಹಿಸಿದರು. ಕ್ಷೇತ್ರದ ಹಳ್ಳಿಗಳಲ್ಲಿ ಕುಡಿಯುವ ನೀರಿನ ಸಮಸ್ಯೆ ಉಂಟಾಗಿದ್ದು ಜನರು ಸಂಕಷ್ಟಕ್ಕೆ ಸಿಲುಕಿದ್ದಾರೆ. 1965-66ರ ನಂತರ ಇಷ್ಟು ಪ್ರಮಾಣದ ಮಳೆ ಬಂದಿಲ್ಲ. ಅಧಿಕಾರಿಗಳು ಸ್ಥಳ ಪರಿಶೀಲನೆ ನಡೆಸಿ ಸಮಗ್ರ ವರದಿ ಸಲ್ಲಿಸಬೇಕು ಎಂದು ಅವರು ಸದನದ ಗಮನ ಸೆಳೆದರು.: [775, 166, 913, 271]
photo-caption: ರಮೇಶ್ ಅರವಿಂದ್ ಅವರು ಗೌರವ ಡಾಕ್ಟರೇಟ್ ಪದವಿಗಾಗಿ ಒಕ್ಕೊಂಡ ಶಿವಾಜಿ ಸುರತ್ಕಲ್-2 ಚಿತ್ರತಂಡ ಕೇಕ್ ಕತ್ತರಿಸಿ ಸಂಭ್ರಮಿಸಿತು.: [128, 376, 344, 382]
article-body: ಮೈಸೂರು, ಸೆ.15- ಪರೀಕ್ಷೆ ಬರೆಯಲು ಅವಕಾಶ ನೀಡಬೇಕು ಎಂದು ಆಗ್ರಹಿಸಿ ಮಹಾರಾಣಿ ಕಾಲೇಜಿನ ವಿದ್ಯಾರ್ಥಿನಿಯರು ಕಾಲೇಜಿನ ಮುಂಭಾಗ ಪ್ರತಿಭಟನೆ ನಡೆಸಿದರು. ಹಾಜರಾತಿ ಕೊರತೆಯ ನೆಪವೊಡ್ಡಿ ಪರೀಕ್ಷೆ ಪ್ರವೇಶ ಪತ್ರ ನೀಡಿಲ್ಲ ಎಂದು ಆರೋಪಿಸಿದರು. ಕೋವಿಡ್ ಹಿನ್ನೆಲೆಯಲ್ಲಿ ತರಗತಿಗಳು ಸಮರ್ಪಕವಾಗಿ ನಡೆದಿಲ್ಲ. ಆದ್ದರಿಂದ ಎಲ್ಲರಿಗೂ ಪರೀಕ್ಷೆ ಬರೆಯಲು ಅವಕಾಶ ನೀಡಬೇಕು ಎಂದು ಒತ್ತಾಯಿಸಿದರು. ಸ್ಥಳಕ್ಕೆ ಆಗಮಿಸಿದ ಪ್ರಾಂಶುಪಾಲರು ವಿದ್ಯಾರ್ಥಿಗಳೊಂದಿಗೆ ಮಾತುಕತೆ ನಡೆಸಿ ವಿಶ್ವವಿದ್ಯಾನಿಲಯದ ಗಮನಕ್ಕೆ ತರುವುದಾಗಿ ಭರವಸೆ ನೀಡಿದರು.: [28, 519, 188, 567]
registration-marks: [448, 1406, 508, 1416]
divider: [28, 478, 358, 479]
headline-line2: ಸರ್‌ಎಂವಿ ಜನ್ಮ ದಿನಾಚರಣೆ: [486, 823, 592, 837]
quote-text: ಮೈಸೂರಿಗೆ ಬಂದಾಗ ಮನೆಗೆ ಬಂದ ಅನುಭವ ಆಗುತ್ತದೆ. ಚಾಮುಂಡಿಬೆಟ್ಟದ ತಪ್ಪಲಿನಲ್ಲಿ ನಮ್ಮ ಚಿತ್ರದ ಚಿತ್ರೀಕರಣ ಅತ್ಯಂತ ಸುಂದರವಾಗಿ ನಡೆದಿದೆ. ಪ್ರೇಕ್ಷಕರು ಸಿನಿಮಾ ನೋಡಿ ಹರಸಬೇಕು.: [204, 397, 494, 403]
